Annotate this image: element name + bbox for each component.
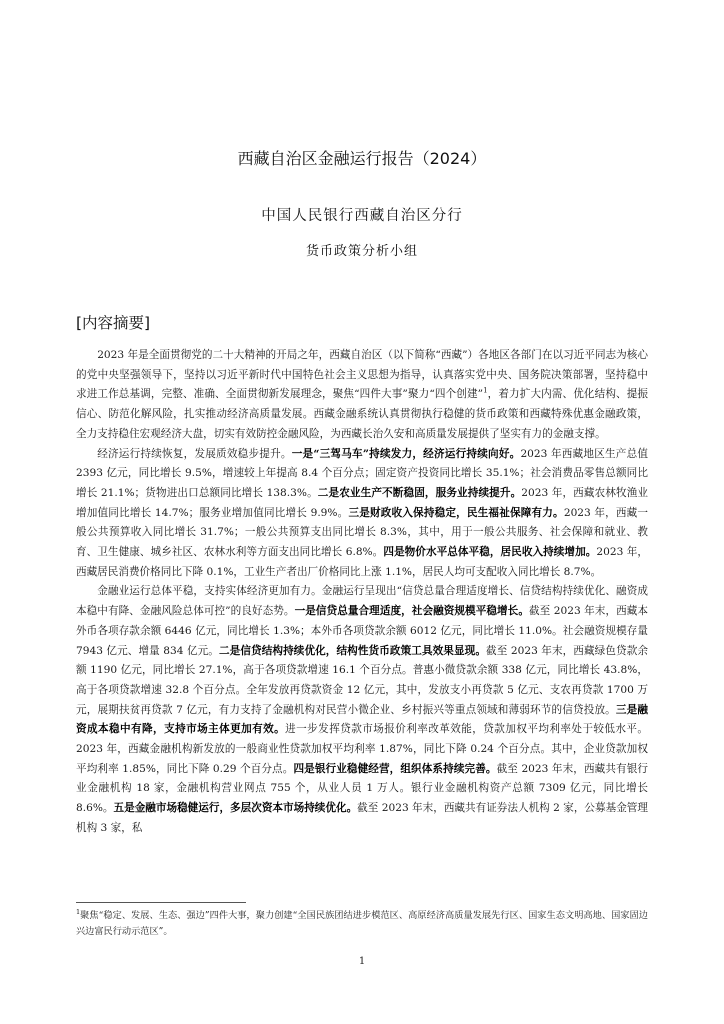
footnote-divider: [76, 902, 246, 903]
paragraph-text: 截至 2023 年末，西藏本外币各项存款余额 6446 亿元，同比增长 1.3%；本外币各项贷款余额 6012 亿元，同比增长 11.0%。社会融资规模存量 7943 亿元、增量 834 亿元。: [76, 605, 648, 657]
paragraph-text: 进一步发挥贷款市场报价利率改革效能，贷款加权平均利率处于较低水平。2023 年，西藏金融机构新发放的一般商业性贷款加权平均利率 1.87%，同比下降 0.24 个百分点。其中，企业贷款加权平均利率 1.85%，同比下降 0.29 个百分点。: [76, 723, 649, 775]
paragraph-text: 2023 年，西藏农林牧渔业增加值同比增长 14.7%；服务业增加值同比增长 9.9%。: [76, 486, 649, 519]
paragraph-text: 2023 年，西藏居民消费价格同比下降 0.1%，工业生产者出厂价格同比上涨 1.1%，居民人均可支配收入同比增长 8.7%。: [76, 546, 649, 578]
paragraph-text: ，着力扩大内需、优化结构、提振信心、防范化解风险，扎实推动经济高质量发展。西藏金融系统认真贯彻执行稳健的货币政策和西藏特殊优惠金融政策，全力支持稳住宏观经济大盘，切实有效防控金融风险，为西藏长治久安和高质量发展提供了坚实有力的金融支撑。: [76, 388, 649, 440]
abstract-paragraph: [76, 445, 648, 583]
page-number: 1: [358, 956, 366, 967]
abstract-body: [76, 346, 648, 839]
paragraph-text: 截至 2023 年末，西藏共有证券法人机构 2 家，公募基金管理机构 3 家，私: [76, 802, 648, 834]
footnote: [76, 908, 648, 940]
paragraph-text: 经济运行持续恢复，发展质效稳步提升。: [97, 447, 292, 460]
paragraph-text: 截至 2023 年末，西藏共有银行业金融机构 18 家，金融机构营业网点 755 个，从业人员 1 万人。银行业金融机构资产总额 7309 亿元，同比增长 8.6%。: [76, 762, 649, 815]
report-title: 西藏自治区金融运行报告（2024）: [237, 149, 487, 168]
key-point-text: 三是财政收入保持稳定，民生福祉保障有力。: [348, 506, 564, 519]
abstract-paragraph: [76, 346, 648, 445]
paragraph-text: 2023 年西藏地区生产总值 2393 亿元，同比增长 9.5%，增速较上年提高 8.4 个百分点；固定资产投资同比增长 35.1%；社会消费品零售总额同比增长 21.1%；货物进出口总额同比增长 138.3%。: [76, 447, 649, 499]
key-point-text: 一是“三驾马车”持续发力，经济运行持续向好。: [291, 447, 521, 460]
footnote-ref: 1: [483, 386, 488, 395]
paragraph-text: 截至 2023 年末，西藏绿色贷款余额 1190 亿元，同比增长 27.1%，高于各项贷款增速 16.1 个百分点。普惠小微贷款余额 338 亿元，同比增长 43.8%，高于各项贷款增速 32.8 个百分点。全年发放再贷款资金 12 亿元，其中，发放支小再贷款 5 亿元、支农再贷款 1700 万元，展期扶贫再贷款 7 亿元，有力支持了金融机构对民营小微企业、乡村振兴等重点领域和薄弱环节的信贷投放。: [76, 644, 648, 716]
abstract-paragraph: [76, 582, 648, 838]
key-point-text: 五是金融市场稳健运行，多层次资本市场持续优化。: [113, 802, 358, 815]
footnote-marker: 1: [76, 907, 81, 916]
paragraph-text: 2023 年是全面贯彻党的二十大精神的开局之年，西藏自治区（以下简称“西藏”）各地区各部门在以习近平同志为核心的党中央坚强领导下，坚持以习近平新时代中国特色社会主义思想为指导，认真落实党中央、国务院决策部署，坚持稳中求进工作总基调，完整、准确、全面贯彻新发展理念，聚焦“四件大事”聚力“四个创建”: [76, 349, 648, 401]
key-point-text: 一是信贷总量合理适度，社会融资规模平稳增长。: [294, 605, 529, 618]
key-point-text: 四是银行业稳健经营，组织体系持续完善。: [293, 762, 497, 775]
report-group: 货币政策分析小组: [305, 244, 418, 259]
paragraph-text: 金融业运行总体平稳，支持实体经济更加有力。金融运行呈现出“信贷总量合理适度增长、信贷结构持续优化、融资成本稳中有降、金融风险总体可控”的良好态势。: [76, 585, 648, 618]
key-point-text: 四是物价水平总体平稳，居民收入持续增加。: [383, 546, 597, 559]
section-heading-abstract: [内容摘要]: [76, 314, 151, 332]
key-point-text: 二是信贷结构持续优化，结构性货币政策工具效果显现。: [219, 644, 487, 657]
paragraph-text: 2023 年，西藏一般公共预算收入同比增长 31.7%；一般公共预算支出同比增长 8.3%，其中，用于一般公共服务、社会保障和就业、教育、卫生健康、城乡社区、农林水利等方面支出同比增长 6.8%。: [76, 506, 649, 559]
report-author: 中国人民银行西藏自治区分行: [261, 208, 463, 224]
key-point-text: 二是农业生产不断稳固，服务业持续提升。: [317, 486, 522, 499]
key-point-text: 三是融资成本稳中有降，支持市场主体更加有效。: [76, 703, 648, 736]
footnote-text: 聚焦“稳定、发展、生态、强边”四件大事，聚力创建“全国民族团结进步模范区、高原经济高质量发展先行区、国家生态文明高地、国家固边兴边富民行动示范区”。: [76, 910, 648, 937]
